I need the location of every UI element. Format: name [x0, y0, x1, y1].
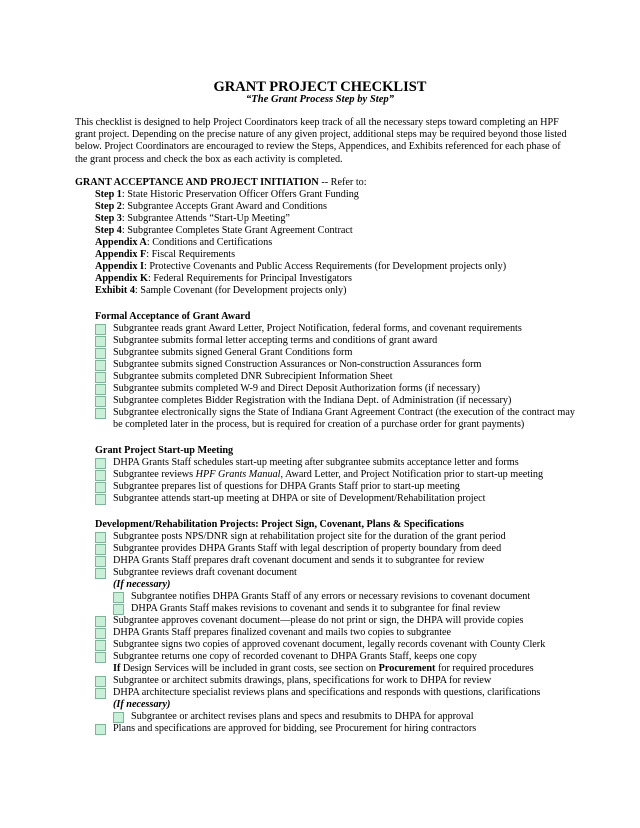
checkbox[interactable]: [95, 628, 106, 639]
startup-list: [75, 457, 575, 505]
checklist-subitem: DHPA Grants Staff makes revisions to covenant and sends it to subgrantee for final review: [75, 603, 575, 615]
if-necessary-note: (If necessary): [113, 699, 171, 710]
reference-item: Step 3: Subgrantee Attends “Start-Up Meeting”: [95, 213, 290, 224]
checklist-item: Subgrantee electronically signs the State of Indiana Grant Agreement Contract (the execution of the contract may be completed later in the process, but is required for creation of a purchase order for grant payments): [75, 407, 575, 431]
checklist-item: Plans and specifications are approved for bidding, see Procurement for hiring contractors: [75, 723, 575, 735]
checklist-subitem: Subgrantee notifies DHPA Grants Staff of any errors or necessary revisions to covenant document: [75, 591, 575, 603]
checkbox[interactable]: [95, 568, 106, 579]
reference-item: Appendix A: Conditions and Certifications: [95, 237, 273, 248]
checklist-item: Subgrantee submits formal letter accepting terms and conditions of grant award: [75, 335, 575, 347]
checklist-item: Subgrantee reviews draft covenant document: [75, 567, 575, 579]
page-title: GRANT PROJECT CHECKLIST: [213, 79, 427, 95]
checkbox[interactable]: [113, 712, 124, 723]
reference-item: Appendix I: Protective Covenants and Public Access Requirements (for Development projects only): [95, 261, 507, 272]
checklist-item: Subgrantee submits signed General Grant Conditions form: [75, 347, 575, 359]
checklist-item: DHPA architecture specialist reviews plans and specifications and responds with questions, clarifications: [75, 687, 575, 699]
startup-heading: Grant Project Start-up Meeting: [95, 445, 234, 456]
section-heading: GRANT ACCEPTANCE AND PROJECT INITIATION -- Refer to:: [75, 177, 367, 188]
page-subtitle: “The Grant Process Step by Step”: [245, 94, 394, 105]
checkbox[interactable]: [95, 652, 106, 663]
reference-item: Appendix K: Federal Requirements for Principal Investigators: [95, 273, 352, 284]
checkbox[interactable]: [95, 408, 106, 419]
checklist-item: Subgrantee provides DHPA Grants Staff with legal description of property boundary from deed: [75, 543, 575, 555]
checklist-item: Subgrantee completes Bidder Registration with the Indiana Dept. of Administration (if necessary): [75, 395, 575, 407]
checklist-item: DHPA Grants Staff prepares draft covenant document and sends it to subgrantee for review: [75, 555, 575, 567]
checklist-item: Subgrantee prepares list of questions for DHPA Grants Staff prior to start-up meeting: [75, 481, 575, 493]
checkbox[interactable]: [95, 384, 106, 395]
formal-acceptance-heading: Formal Acceptance of Grant Award: [95, 311, 251, 322]
checklist-item: Subgrantee returns one copy of recorded covenant to DHPA Grants Staff, keeps one copy: [75, 651, 575, 663]
development-list: [75, 531, 575, 735]
checkbox[interactable]: [95, 494, 106, 505]
checkbox[interactable]: [95, 724, 106, 735]
reference-item: Exhibit 4: Sample Covenant (for Development projects only): [95, 285, 347, 296]
section-grant-acceptance: [75, 177, 575, 735]
formal-acceptance-list: [75, 323, 575, 431]
intro-paragraph: This checklist is designed to help Project Coordinators keep track of all the necessary steps toward completing an HPF grant project. Depending on the precise nature of any given project, additional steps may be required beyond those listed below. Project Coordinators are encouraged to review the Steps, Appendices, and Exhibits referenced for each phase of the grant process and check the box as each activity is completed.: [75, 117, 567, 165]
checkbox[interactable]: [95, 676, 106, 687]
checklist-item: Subgrantee submits completed W-9 and Direct Deposit Authorization forms (if necessary): [75, 383, 575, 395]
checkbox[interactable]: [95, 348, 106, 359]
design-services-note: If Design Services will be included in grant costs, see section on Procurement for required procedures: [113, 663, 534, 674]
reference-item: Step 1: State Historic Preservation Officer Offers Grant Funding: [95, 189, 359, 200]
checkbox[interactable]: [95, 640, 106, 651]
checklist-item: Subgrantee attends start-up meeting at DHPA or site of Development/Rehabilitation project: [75, 493, 575, 505]
reference-item: Step 4: Subgrantee Completes State Grant Agreement Contract: [95, 225, 353, 236]
checkbox[interactable]: [95, 688, 106, 699]
checkbox[interactable]: [113, 592, 124, 603]
checkbox[interactable]: [95, 482, 106, 493]
development-heading: Development/Rehabilitation Projects: Project Sign, Covenant, Plans & Specifications: [95, 519, 464, 530]
checklist-item: Subgrantee or architect submits drawings, plans, specifications for work to DHPA for review: [75, 675, 575, 687]
checkbox[interactable]: [113, 604, 124, 615]
checklist-item: Subgrantee submits completed DNR Subrecipient Information Sheet: [75, 371, 575, 383]
reference-item: Step 2: Subgrantee Accepts Grant Award and Conditions: [95, 201, 327, 212]
checkbox[interactable]: [95, 616, 106, 627]
checklist-item: Subgrantee signs two copies of approved covenant document, legally records covenant with County Clerk: [75, 639, 575, 651]
reference-list: [75, 189, 575, 297]
checklist-item: DHPA Grants Staff schedules start-up meeting after subgrantee submits acceptance letter and forms: [75, 457, 575, 469]
checkbox[interactable]: [95, 372, 106, 383]
if-necessary-note: (If necessary): [113, 579, 171, 590]
checklist-item: Subgrantee reads grant Award Letter, Project Notification, federal forms, and covenant requirements: [75, 323, 575, 335]
checkbox[interactable]: [95, 396, 106, 407]
checkbox[interactable]: [95, 556, 106, 567]
checkbox[interactable]: [95, 458, 106, 469]
checklist-subitem: Subgrantee or architect revises plans and specs and resubmits to DHPA for approval: [75, 711, 575, 723]
checkbox[interactable]: [95, 336, 106, 347]
checklist-item: DHPA Grants Staff prepares finalized covenant and mails two copies to subgrantee: [75, 627, 575, 639]
checkbox[interactable]: [95, 324, 106, 335]
checkbox[interactable]: [95, 470, 106, 481]
reference-item: Appendix F: Fiscal Requirements: [95, 249, 236, 260]
checklist-item: Subgrantee reviews HPF Grants Manual, Award Letter, and Project Notification prior to start-up meeting: [75, 469, 575, 481]
checklist-item: Subgrantee submits signed Construction Assurances or Non-construction Assurances form: [75, 359, 575, 371]
checklist-item: Subgrantee approves covenant document—please do not print or sign, the DHPA will provide copies: [75, 615, 575, 627]
checkbox[interactable]: [95, 360, 106, 371]
checklist-item: Subgrantee posts NPS/DNR sign at rehabilitation project site for the duration of the grant period: [75, 531, 575, 543]
checkbox[interactable]: [95, 544, 106, 555]
checkbox[interactable]: [95, 532, 106, 543]
